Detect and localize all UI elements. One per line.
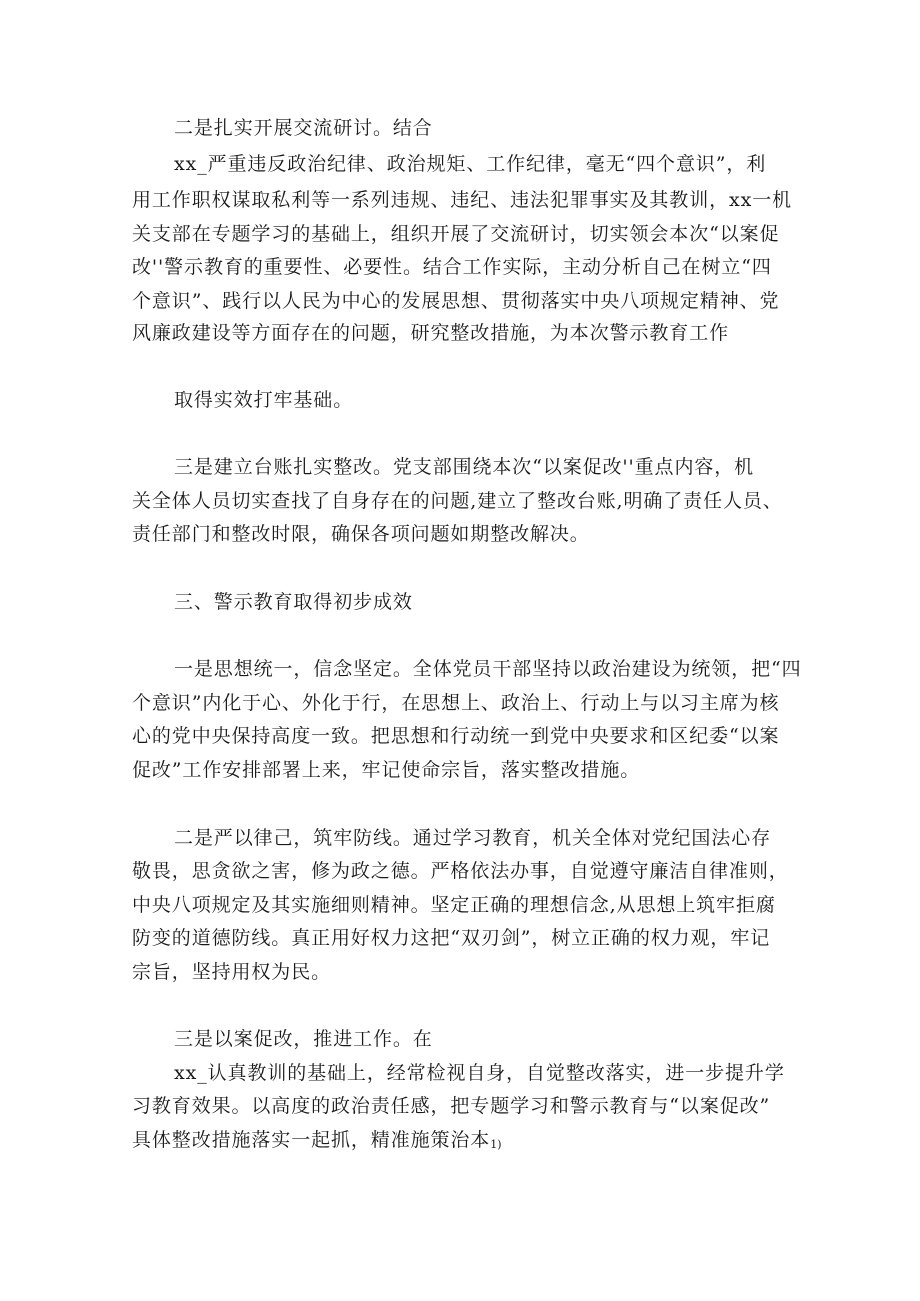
text-line: 一是思想统一，信念坚定。全体党员干部坚持以政治建设为统领，把“四 — [174, 658, 802, 680]
text-line: 关全体人员切实查找了自身存在的问题,建立了整改台账,明确了责任人员、 — [132, 490, 783, 512]
text-line: 敬畏，思贪欲之害，修为政之德。严格依法办事，自觉遵守廉洁自律准则， — [132, 860, 789, 882]
text-line: 习教育效果。以高度的政治责任感，把专题学习和警示教育与“以案促改” — [132, 1095, 771, 1117]
text-line: xx_严重违反政治纪律、政治规矩、工作纪律，毫无“四个意识”，利 — [174, 153, 767, 175]
text-line: 取得实效打牢基础。 — [174, 389, 354, 411]
paragraph-heading: 二是扎实开展交流研讨。结合 — [174, 117, 433, 139]
text-line-body: 具体整改措施落实一起抓，精准施策治本 — [132, 1129, 491, 1151]
text-line: xx_认真教训的基础上，经常检视自身，自觉整改落实，进一步提升学 — [174, 1062, 785, 1084]
text-line: 改''警示教育的重要性、必要性。结合工作实际，主动分析自己在树立“四 — [132, 256, 772, 278]
text-line: 关支部在专题学习的基础上，组织开展了交流研讨，切实领会本次“以案促 — [132, 223, 780, 245]
text-line: 风廉政建设等方面存在的问题，研究整改措施，为本次警示教育工作 — [132, 322, 730, 344]
text-line: 中央八项规定及其实施细则精神。坚定正确的理想信念,从思想上筑牢拒腐 — [132, 894, 776, 916]
text-line: 责任部门和整改时限，确保各项问题如期整改解决。 — [132, 523, 590, 545]
text-line — [132, 1126, 502, 1159]
paragraph-heading: 三是以案促改，推进工作。在 — [174, 1028, 433, 1050]
text-line: 个意识”内化于心、外化于行，在思想上、政治上、行动上与以习主席为核 — [132, 692, 780, 714]
footnote-mark: 1) — [490, 1138, 502, 1151]
text-line: 防变的道德防线。真正用好权力这把“双刃剑”，树立正确的权力观，牢记 — [132, 927, 771, 949]
section-heading: 三、警示教育取得初步成效 — [174, 591, 413, 613]
text-line: 三是建立台账扎实整改。党支部围绕本次“以案促改''重点内容，机 — [174, 456, 755, 478]
text-line: 用工作职权谋取私利等一系列违规、违纪、违法犯罪事实及其教训，xx一机 — [132, 189, 793, 211]
text-line: 促改”工作安排部署上来，牢记使命宗旨，落实整改措施。 — [132, 759, 641, 781]
text-line: 二是严以律己，筑牢防线。通过学习教育，机关全体对党纪国法心存 — [174, 827, 772, 849]
text-line: 个意识”、践行以人民为中心的发展思想、贯彻落实中央八项规定精神、党 — [132, 290, 780, 312]
text-line: 宗旨，坚持用权为民。 — [132, 961, 332, 983]
text-line: 心的党中央保持高度一致。把思想和行动统一到党中央要求和区纪委“以案 — [132, 725, 780, 747]
